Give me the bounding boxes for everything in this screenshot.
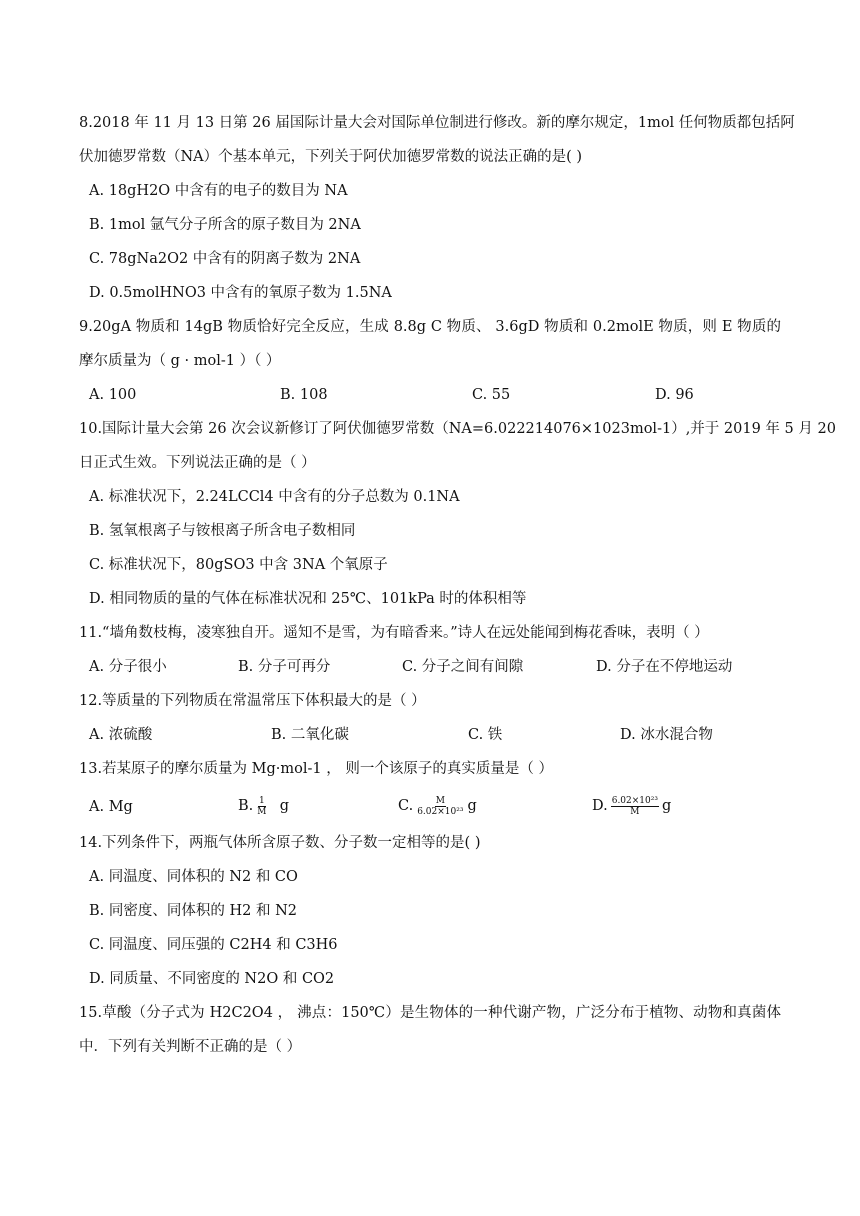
question-8-option-c: C. 78gNa2O2 中含有的阴离子数为 2NA — [89, 251, 361, 267]
question-9-option-c: C. 55 — [472, 387, 511, 403]
question-11-option-d: D. 分子在不停地运动 — [596, 659, 733, 675]
question-12-option-d: D. 冰水混合物 — [620, 727, 713, 743]
question-10-option-c: C. 标准状况下，80gSO3 中含 3NA 个氧原子 — [89, 557, 388, 573]
question-8-option-b: B. 1mol 氩气分子所含的原子数目为 2NA — [89, 217, 361, 233]
question-14-option-b: B. 同密度、同体积的 H2 和 N2 — [89, 903, 297, 919]
question-12-option-a: A. 浓硫酸 — [89, 727, 153, 743]
question-10-option-b: B. 氢氧根离子与铵根离子所含电子数相同 — [89, 523, 356, 539]
fraction-b-denominator: M — [257, 806, 267, 817]
fraction-b-unit: g — [279, 798, 289, 814]
fraction-c-unit: g — [467, 798, 477, 814]
option-d-label: D. — [592, 798, 608, 814]
question-13-stem: 13.若某原子的摩尔质量为 Mg·mol-1 ， 则一个该原子的真实质量是（ ） — [79, 761, 553, 777]
question-9-option-a: A. 100 — [89, 387, 137, 403]
question-15-stem-line-1: 15.草酸（分子式为 H2C2O4 ， 沸点：150℃）是生物体的一种代谢产物，广泛分布于植物、动物和真菌体 — [79, 1005, 781, 1021]
question-10-stem-line-2: 日正式生效。下列说法正确的是（ ） — [79, 455, 316, 471]
question-12-option-c: C. 铁 — [468, 727, 503, 743]
question-13-option-b — [238, 790, 289, 822]
option-c-label: C. — [398, 798, 414, 814]
question-8-stem-line-2: 伏加德罗常数（NA）个基本单元，下列关于阿伏加德罗常数的说法正确的是( ) — [79, 149, 583, 165]
question-11-stem: 11.“墙角数枝梅，凌寒独自开。遥知不是雪，为有暗香来。”诗人在远处能闻到梅花香味，表明（ ） — [79, 625, 709, 641]
question-8-option-a: A. 18gH2O 中含有的电子的数目为 NA — [89, 183, 348, 199]
question-12-option-b: B. 二氧化碳 — [271, 727, 349, 743]
question-13-option-d — [592, 790, 671, 822]
question-9-option-d: D. 96 — [655, 387, 694, 403]
option-b-label: B. — [238, 798, 254, 814]
question-10-option-d: D. 相同物质的量的气体在标准状况和 25℃、101kPa 时的体积相等 — [89, 591, 527, 607]
question-8-stem-line-1: 8.2018 年 11 月 13 日第 26 届国际计量大会对国际单位制进行修改。新的摩尔规定，1mol 任何物质都包括阿 — [79, 115, 795, 131]
question-15-stem-line-2: 中．下列有关判断不正确的是（ ） — [79, 1039, 302, 1055]
question-11-option-a: A. 分子很小 — [89, 659, 167, 675]
question-9-stem-line-1: 9.20gA 物质和 14gB 物质恰好完全反应，生成 8.8g C 物质、 3.6gD 物质和 0.2molE 物质，则 E 物质的 — [79, 319, 781, 335]
question-10-option-a: A. 标准状况下，2.24LCCl4 中含有的分子总数为 0.1NA — [89, 489, 460, 505]
question-14-option-c: C. 同温度、同压强的 C2H4 和 C3H6 — [89, 937, 338, 953]
fraction-c-numerator: M — [435, 795, 445, 806]
fraction-c — [416, 796, 464, 817]
fraction-d — [611, 796, 659, 817]
question-13-option-c — [398, 790, 477, 822]
fraction-b — [256, 796, 267, 817]
question-13-option-a: A. Mg — [89, 799, 133, 815]
fraction-d-denominator: M — [630, 806, 640, 817]
question-9-option-b: B. 108 — [280, 387, 328, 403]
fraction-d-numerator: 6.02×10²³ — [611, 795, 658, 806]
question-14-option-d: D. 同质量、不同密度的 N2O 和 CO2 — [89, 971, 335, 987]
fraction-b-numerator: 1 — [259, 795, 265, 806]
question-9-stem-line-2: 摩尔质量为（ g · mol-1 ）（ ） — [79, 353, 281, 369]
question-14-option-a: A. 同温度、同体积的 N2 和 CO — [89, 869, 298, 885]
question-12-stem: 12.等质量的下列物质在常温常压下体积最大的是（ ） — [79, 693, 426, 709]
question-8-option-d: D. 0.5molHNO3 中含有的氧原子数为 1.5NA — [89, 285, 392, 301]
fraction-d-unit: g — [661, 798, 672, 814]
question-14-stem: 14.下列条件下，两瓶气体所含原子数、分子数一定相等的是( ) — [79, 835, 481, 851]
question-10-stem-line-1: 10.国际计量大会第 26 次会议新修订了阿伏伽德罗常数（NA=6.022214076×1023mol-1）,并于 2019 年 5 月 20 — [79, 421, 836, 437]
question-11-option-b: B. 分子可再分 — [238, 659, 331, 675]
question-11-option-c: C. 分子之间有间隙 — [402, 659, 524, 675]
fraction-c-denominator: 6.02×10²³ — [417, 806, 464, 817]
